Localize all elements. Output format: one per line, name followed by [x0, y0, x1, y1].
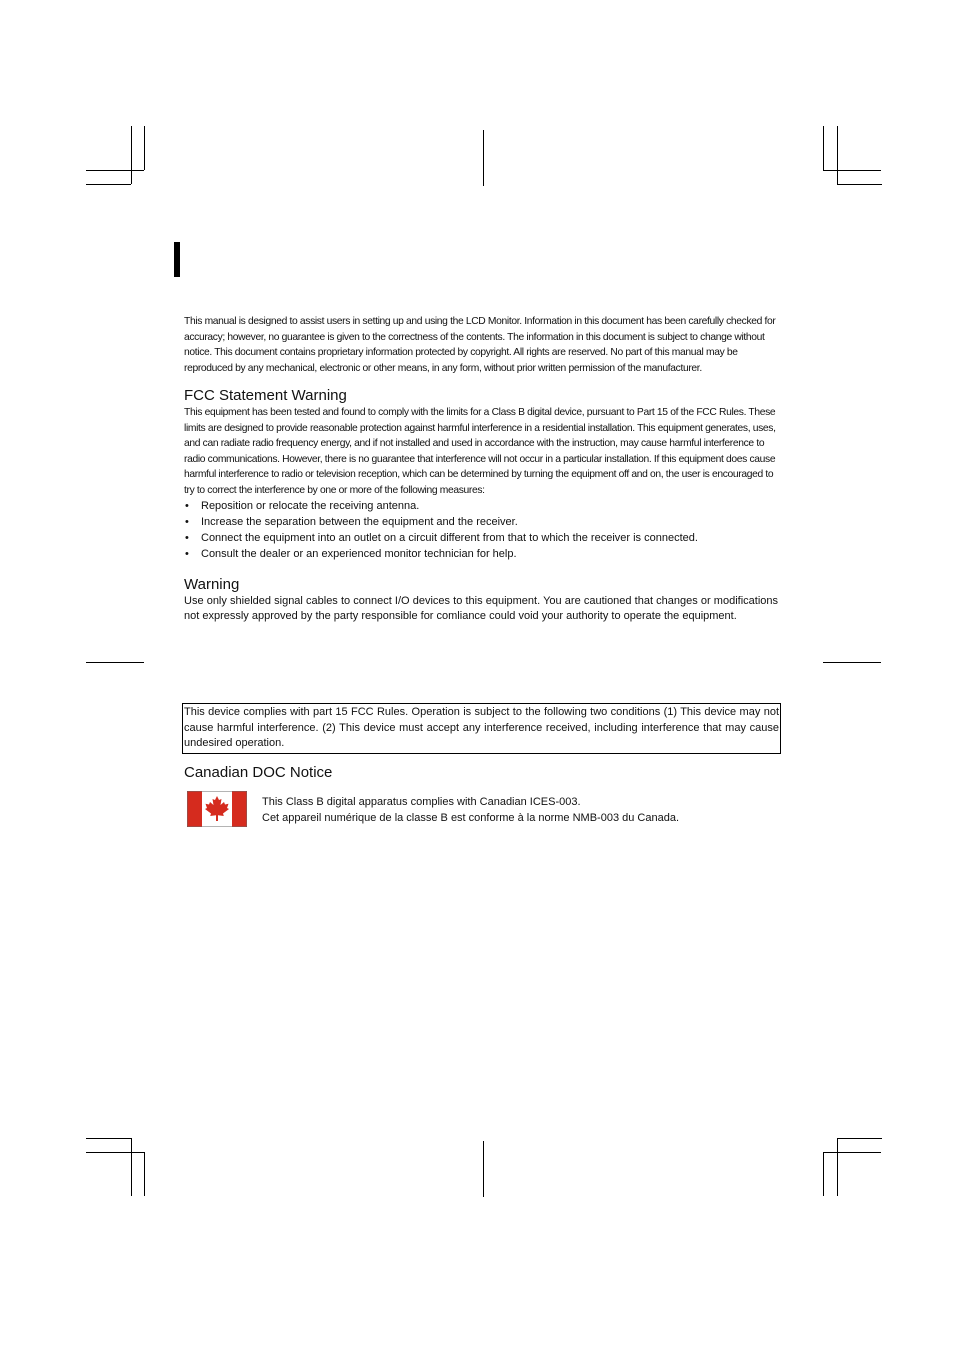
canadian-doc-line-fr: Cet appareil numérique de la classe B est conforme à la norme NMB-003 du Canada. [262, 811, 680, 824]
list-item: • Connect the equipment into an outlet on a circuit different from that to which the receiver is connected. [185, 532, 698, 544]
bullet-icon: • [185, 500, 189, 512]
canadian-doc-heading: Canadian DOC Notice [184, 764, 333, 781]
crop-mark [837, 1138, 838, 1196]
fcc-heading: FCC Statement Warning [184, 387, 347, 404]
canadian-doc-text [262, 795, 679, 826]
crop-mark [837, 184, 882, 185]
crop-mark [131, 1138, 132, 1196]
crop-mark [86, 170, 144, 171]
crop-mark [823, 1152, 881, 1153]
crop-mark [144, 126, 145, 170]
crop-mark [144, 1152, 145, 1196]
intro-paragraph: This manual is designed to assist users in setting up and using the LCD Monitor. Information in this document has been carefully checked for accuracy; however, no guarantee is given to the correctness of the contents. The information in this document is subject to change without notice. This document contains proprietary information protected by copyright. All rights are reserved. No part of this manual may be reproduced by any mechanical, electronic or other means, in any form, without prior written permission of the manufacturer. [184, 316, 776, 374]
crop-mark [131, 126, 132, 184]
fcc-paragraph: This equipment has been tested and found to comply with the limits for a Class B digital device, pursuant to Part 15 of the FCC Rules. These limits are designed to provide reasonable protection against harmful interference in a residential installation. This equipment generates, uses, and can radiate radio frequency energy, and if not installed and used in accordance with the instruction, may cause harmful interference to radio communications. However, there is no guarantee that interference will not occur in a particular installation. If this equipment does cause harmful interference to radio or television reception, which can be determined by turning the equipment off and on, the user is encouraged to try to correct the interference by one or more of the following measures: [184, 407, 776, 496]
crop-mark [837, 1138, 882, 1139]
measures-list [184, 498, 778, 562]
crop-mark [823, 1152, 824, 1196]
warning-paragraph: Use only shielded signal cables to connect I/O devices to this equipment. You are cautioned that changes or modifications not expressly approved by the party responsible for comliance could void your authority to operate the equipment. [184, 595, 778, 623]
canada-flag-icon [187, 791, 247, 827]
list-item: • Increase the separation between the equipment and the receiver. [185, 516, 518, 528]
crop-mark [823, 662, 881, 663]
crop-mark [483, 130, 484, 186]
warning-heading: Warning [184, 576, 240, 593]
crop-mark [483, 1141, 484, 1197]
crop-mark [86, 662, 144, 663]
crop-mark [86, 184, 131, 185]
canadian-doc-line-en: This Class B digital apparatus complies with Canadian ICES-003. [262, 796, 581, 808]
list-item: • Consult the dealer or an experienced monitor technician for help. [185, 548, 517, 560]
document-body [184, 314, 778, 624]
list-item: • Reposition or relocate the receiving antenna. [185, 500, 420, 512]
bullet-icon: • [185, 516, 189, 528]
crop-mark [86, 1138, 131, 1139]
crop-mark [86, 1152, 144, 1153]
section-marker-bar [174, 242, 180, 277]
crop-mark [823, 126, 824, 170]
crop-mark [823, 170, 881, 171]
compliance-notice-box: This device complies with part 15 FCC Rules. Operation is subject to the following two conditions (1) This device may not cause harmful interference. (2) This device must accept any interference received, including interference that may cause undesired operation. [182, 703, 781, 754]
crop-mark [837, 126, 838, 184]
bullet-icon: • [185, 548, 189, 560]
bullet-icon: • [185, 532, 189, 544]
